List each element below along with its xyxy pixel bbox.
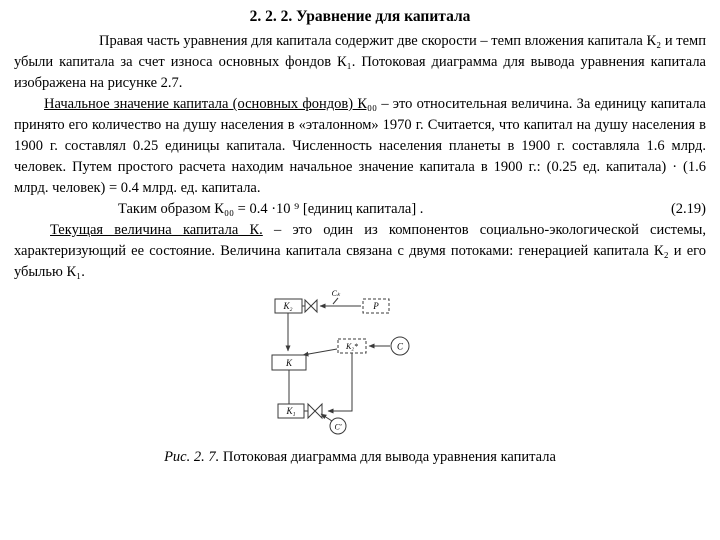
kstar-label: К₂* <box>345 342 359 351</box>
k1-label: К₁ <box>286 406 296 416</box>
inflow-valve-right-icon <box>311 300 317 312</box>
outflow-valve-left-icon <box>308 404 315 418</box>
inflow-group <box>275 289 389 351</box>
cprime-to-valve-link <box>321 414 332 421</box>
outflow-valve-right-icon <box>315 404 322 418</box>
k2-label: К₂ <box>283 301 293 311</box>
formula-2-19: Таким образом К₀₀ = 0.4 ·10 ⁹ [единиц капитала] . <box>118 201 424 217</box>
cprime-label: С' <box>334 422 342 432</box>
figure-caption-number: Рис. 2. 7. <box>164 449 220 465</box>
inflow-valve-left-icon <box>305 300 311 312</box>
ck-label: Сₖ <box>331 289 341 298</box>
paragraph-3-body: – это один из компонентов социально-экологической системы, характеризующий ее состояние. Величина капитала связана с двумя потоками: генерацией капитала К₂ и его убылью К₁. <box>14 222 706 280</box>
figure-caption-text: Потоковая диаграмма для вывода уравнения капитала <box>219 449 556 465</box>
paragraph-2-body: – это относительная величина. За единицу капитала принято его количество на душу населения в «эталонном» 1970 г. Считается, что капитал на душу населения в 1900 г. составлял 0.25 единицы капитала. Численность населения планеты в 1900 г. составляла 1.6 млрд. человек. Путем простого расчета находим начальное значение капитала в 1900 г.: (0.25 ед. капитала) · (1.6 млрд. человек) = 0.4 млрд. ед. капитала. <box>14 96 706 196</box>
paragraph-1-text: Правая часть уравнения для капитала содержит две скорости – темп вложения капитала К₂ и темп убыли капитала за счет износа основных фондов К₁. Потоковая диаграмма для вывода уравнения капитала изображена на рисунке 2.7. <box>14 33 706 91</box>
formula-number: (2.19) <box>670 201 706 217</box>
ck-tick-line <box>333 298 338 304</box>
level-group <box>272 337 409 370</box>
flow-diagram <box>0 287 720 439</box>
page-title: 2. 2. 2. Уравнение для капитала <box>249 8 471 25</box>
paragraph-3-underlined-lead: Текущая величина капитала К. <box>50 222 263 238</box>
p-label: Р <box>373 301 379 311</box>
formula-row <box>14 199 706 220</box>
paragraph-1 <box>14 31 706 94</box>
k-label: К <box>286 358 292 368</box>
paragraph-2 <box>14 94 706 199</box>
c-label: С <box>396 341 404 352</box>
figure-caption <box>14 449 706 466</box>
flow-diagram-svg <box>248 287 433 439</box>
paragraph-3 <box>14 220 706 283</box>
paragraph-2-underlined-lead: Начальное значение капитала (основных фондов) К₀₀ <box>44 96 378 112</box>
kstar-to-outflow-link <box>328 353 352 411</box>
kstar-to-k-link <box>303 349 337 355</box>
